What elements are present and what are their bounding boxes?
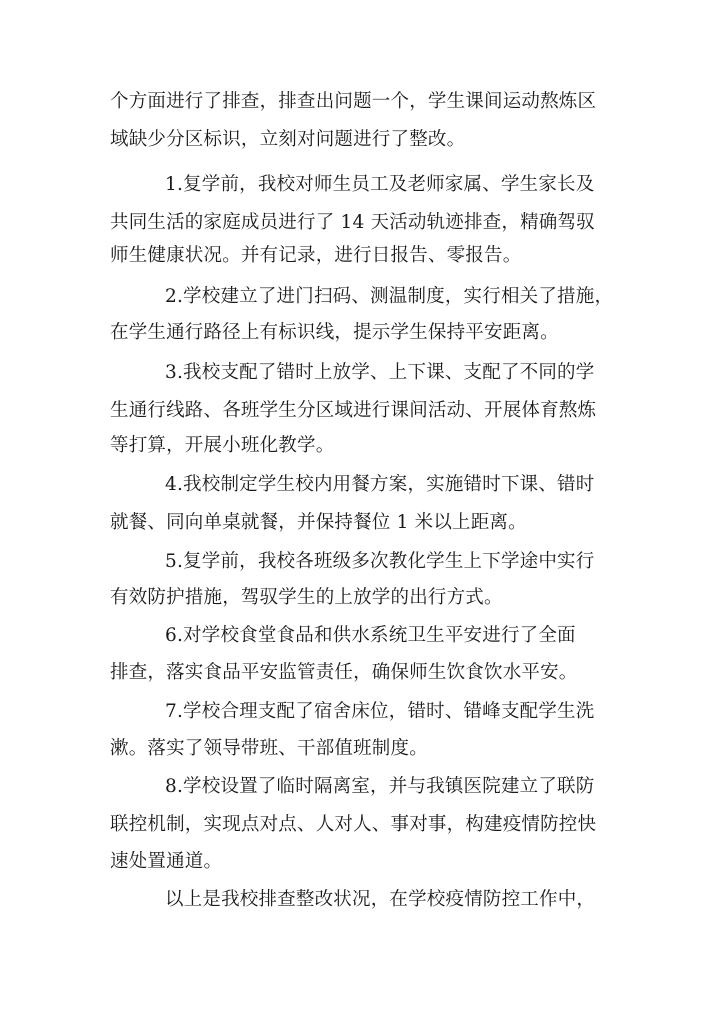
item-7-line: 7.学校合理支配了宿舍床位，错时、错峰支配学生洗 — [165, 701, 595, 722]
text-line: 有效防护措施，驾驭学生的上放学的出行方式。 — [110, 587, 503, 608]
item-3-line: 3.我校支配了错时上放学、上下课、支配了不同的学 — [165, 362, 595, 383]
summary-line: 以上是我校排查整改状况，在学校疫情防控工作中， — [165, 889, 596, 910]
text-line: 在学生通行路径上有标识线，提示学生保持平安距离。 — [110, 322, 559, 343]
item-2-line: 2.学校建立了进门扫码、测温制度，实行相关了措施， — [165, 286, 614, 307]
item-8-line: 8.学校设置了临时隔离室，并与我镇医院建立了联防 — [165, 776, 595, 797]
text-line: 排查，落实食品平安监管责任，确保师生饮食饮水平安。 — [110, 662, 578, 683]
text-line: 师生健康状况。并有记录，进行日报告、零报告。 — [110, 245, 522, 266]
text-line: 漱。落实了领导带班、干部值班制度。 — [110, 738, 428, 759]
text-line: 个方面进行了排查，排查出问题一个，学生课间运动熬炼区 — [110, 91, 597, 112]
item-4-line: 4.我校制定学生校内用餐方案，实施错时下课、错时 — [165, 474, 595, 495]
item-6-line: 6.对学校食堂食品和供水系统卫生平安进行了全面 — [165, 625, 576, 646]
item-1-line: 1.复学前，我校对师生员工及老师家属、学生家长及 — [165, 174, 595, 195]
text-line: 联控机制，实现点对点、人对人、事对事，构建疫情防控快 — [110, 814, 597, 835]
text-line: 就餐、同向单桌就餐，并保持餐位 1 米以上距离。 — [110, 512, 527, 533]
text-line: 域缺少分区标识，立刻对问题进行了整改。 — [110, 129, 466, 150]
text-line: 共同生活的家庭成员进行了 14 天活动轨迹排查，精确驾驭 — [110, 212, 595, 233]
item-5-line: 5.复学前，我校各班级多次教化学生上下学途中实行 — [165, 551, 595, 572]
text-line: 速处置通道。 — [110, 851, 223, 872]
text-line: 生通行线路、各班学生分区域进行课间活动、开展体育熬炼 — [110, 400, 597, 421]
text-line: 等打算，开展小班化教学。 — [110, 435, 335, 456]
